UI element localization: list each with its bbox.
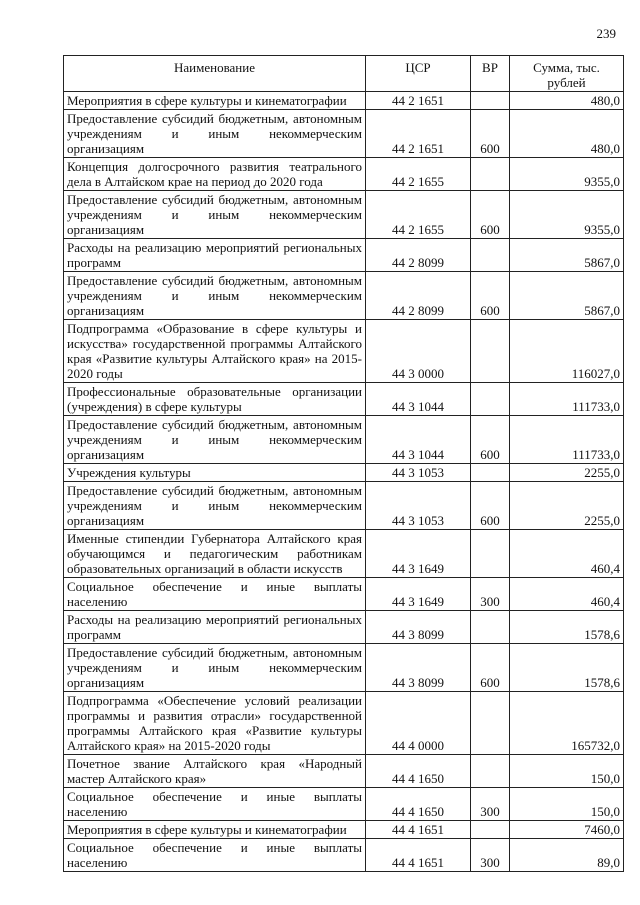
cell-csr: 44 2 8099	[366, 239, 471, 272]
cell-name: Концепция долгосрочного развития театрального дела в Алтайском крае на период до 2020 года	[64, 158, 366, 191]
table-row	[64, 788, 624, 821]
cell-name: Предоставление субсидий бюджетным, автономным учреждениям и иным некоммерческим организациям	[64, 482, 366, 530]
cell-vr	[471, 92, 510, 110]
cell-sum: 111733,0	[510, 383, 624, 416]
cell-csr: 44 3 8099	[366, 644, 471, 692]
table-row	[64, 644, 624, 692]
cell-vr: 600	[471, 644, 510, 692]
cell-csr: 44 3 1044	[366, 416, 471, 464]
cell-sum: 460,4	[510, 578, 624, 611]
cell-vr	[471, 239, 510, 272]
cell-name: Предоставление субсидий бюджетным, автономным учреждениям и иным некоммерческим организациям	[64, 191, 366, 239]
cell-sum: 165732,0	[510, 692, 624, 755]
cell-sum: 460,4	[510, 530, 624, 578]
cell-csr: 44 3 0000	[366, 320, 471, 383]
cell-vr: 600	[471, 416, 510, 464]
cell-csr: 44 2 8099	[366, 272, 471, 320]
table-header-row	[64, 56, 624, 92]
table-row	[64, 821, 624, 839]
cell-name: Подпрограмма «Образование в сфере культуры и искусства» государственной программы Алтайского края «Развитие культуры Алтайского края» на 2015-2020 годы	[64, 320, 366, 383]
cell-vr: 300	[471, 578, 510, 611]
cell-csr: 44 3 1053	[366, 482, 471, 530]
header-vr: ВР	[471, 56, 510, 92]
cell-name: Расходы на реализацию мероприятий региональных программ	[64, 239, 366, 272]
cell-name: Предоставление субсидий бюджетным, автономным учреждениям и иным некоммерческим организациям	[64, 644, 366, 692]
page-number: 239	[596, 26, 616, 41]
cell-vr: 300	[471, 839, 510, 872]
cell-name: Расходы на реализацию мероприятий региональных программ	[64, 611, 366, 644]
cell-csr: 44 4 1651	[366, 821, 471, 839]
cell-sum: 2255,0	[510, 464, 624, 482]
cell-csr: 44 3 1649	[366, 578, 471, 611]
table-row	[64, 272, 624, 320]
table-row	[64, 839, 624, 872]
header-sum: Сумма, тыс. рублей	[510, 56, 624, 92]
table-row	[64, 110, 624, 158]
cell-sum: 480,0	[510, 92, 624, 110]
table-row	[64, 611, 624, 644]
cell-name: Социальное обеспечение и иные выплаты населению	[64, 788, 366, 821]
cell-vr: 600	[471, 110, 510, 158]
table-row	[64, 482, 624, 530]
cell-vr	[471, 611, 510, 644]
table-row	[64, 755, 624, 788]
cell-name: Учреждения культуры	[64, 464, 366, 482]
header-name: Наименование	[64, 56, 366, 92]
table-row	[64, 239, 624, 272]
cell-name: Профессиональные образовательные организации (учреждения) в сфере культуры	[64, 383, 366, 416]
cell-csr: 44 3 1649	[366, 530, 471, 578]
cell-name: Социальное обеспечение и иные выплаты населению	[64, 578, 366, 611]
cell-sum: 116027,0	[510, 320, 624, 383]
cell-vr: 600	[471, 272, 510, 320]
cell-csr: 44 3 1044	[366, 383, 471, 416]
table-row	[64, 416, 624, 464]
cell-sum: 2255,0	[510, 482, 624, 530]
cell-name: Предоставление субсидий бюджетным, автономным учреждениям и иным некоммерческим организациям	[64, 416, 366, 464]
cell-csr: 44 3 1053	[366, 464, 471, 482]
cell-name: Почетное звание Алтайского края «Народный мастер Алтайского края»	[64, 755, 366, 788]
cell-csr: 44 4 1650	[366, 788, 471, 821]
cell-name: Предоставление субсидий бюджетным, автономным учреждениям и иным некоммерческим организациям	[64, 272, 366, 320]
cell-sum: 111733,0	[510, 416, 624, 464]
cell-sum: 5867,0	[510, 239, 624, 272]
table-row	[64, 158, 624, 191]
table-body	[64, 92, 624, 872]
cell-name: Социальное обеспечение и иные выплаты населению	[64, 839, 366, 872]
table-row	[64, 320, 624, 383]
table-row	[64, 191, 624, 239]
cell-vr	[471, 464, 510, 482]
table-row	[64, 578, 624, 611]
cell-name: Мероприятия в сфере культуры и кинематографии	[64, 92, 366, 110]
cell-sum: 150,0	[510, 788, 624, 821]
cell-name: Мероприятия в сфере культуры и кинематографии	[64, 821, 366, 839]
cell-sum: 89,0	[510, 839, 624, 872]
cell-csr: 44 4 1651	[366, 839, 471, 872]
cell-sum: 9355,0	[510, 191, 624, 239]
budget-table	[63, 55, 624, 872]
cell-sum: 7460,0	[510, 821, 624, 839]
cell-csr: 44 2 1651	[366, 110, 471, 158]
cell-vr: 600	[471, 191, 510, 239]
cell-sum: 5867,0	[510, 272, 624, 320]
cell-sum: 9355,0	[510, 158, 624, 191]
cell-vr	[471, 530, 510, 578]
cell-sum: 1578,6	[510, 644, 624, 692]
cell-vr	[471, 692, 510, 755]
cell-vr: 300	[471, 788, 510, 821]
header-csr: ЦСР	[366, 56, 471, 92]
cell-csr: 44 3 8099	[366, 611, 471, 644]
cell-vr	[471, 821, 510, 839]
cell-sum: 150,0	[510, 755, 624, 788]
cell-vr	[471, 755, 510, 788]
table-row	[64, 464, 624, 482]
cell-name: Предоставление субсидий бюджетным, автономным учреждениям и иным некоммерческим организациям	[64, 110, 366, 158]
cell-vr: 600	[471, 482, 510, 530]
cell-name: Подпрограмма «Обеспечение условий реализации программы и развития отрасли» государственной программы Алтайского края «Развитие культуры Алтайского края» на 2015-2020 годы	[64, 692, 366, 755]
cell-sum: 1578,6	[510, 611, 624, 644]
cell-csr: 44 4 0000	[366, 692, 471, 755]
cell-csr: 44 2 1655	[366, 191, 471, 239]
cell-sum: 480,0	[510, 110, 624, 158]
table-row	[64, 92, 624, 110]
cell-name: Именные стипендии Губернатора Алтайского края обучающимся и педагогическим работникам образовательных организаций в области искусств	[64, 530, 366, 578]
cell-vr	[471, 320, 510, 383]
table-row	[64, 692, 624, 755]
table-row	[64, 530, 624, 578]
cell-csr: 44 2 1655	[366, 158, 471, 191]
cell-vr	[471, 158, 510, 191]
cell-csr: 44 4 1650	[366, 755, 471, 788]
table-row	[64, 383, 624, 416]
cell-csr: 44 2 1651	[366, 92, 471, 110]
cell-vr	[471, 383, 510, 416]
